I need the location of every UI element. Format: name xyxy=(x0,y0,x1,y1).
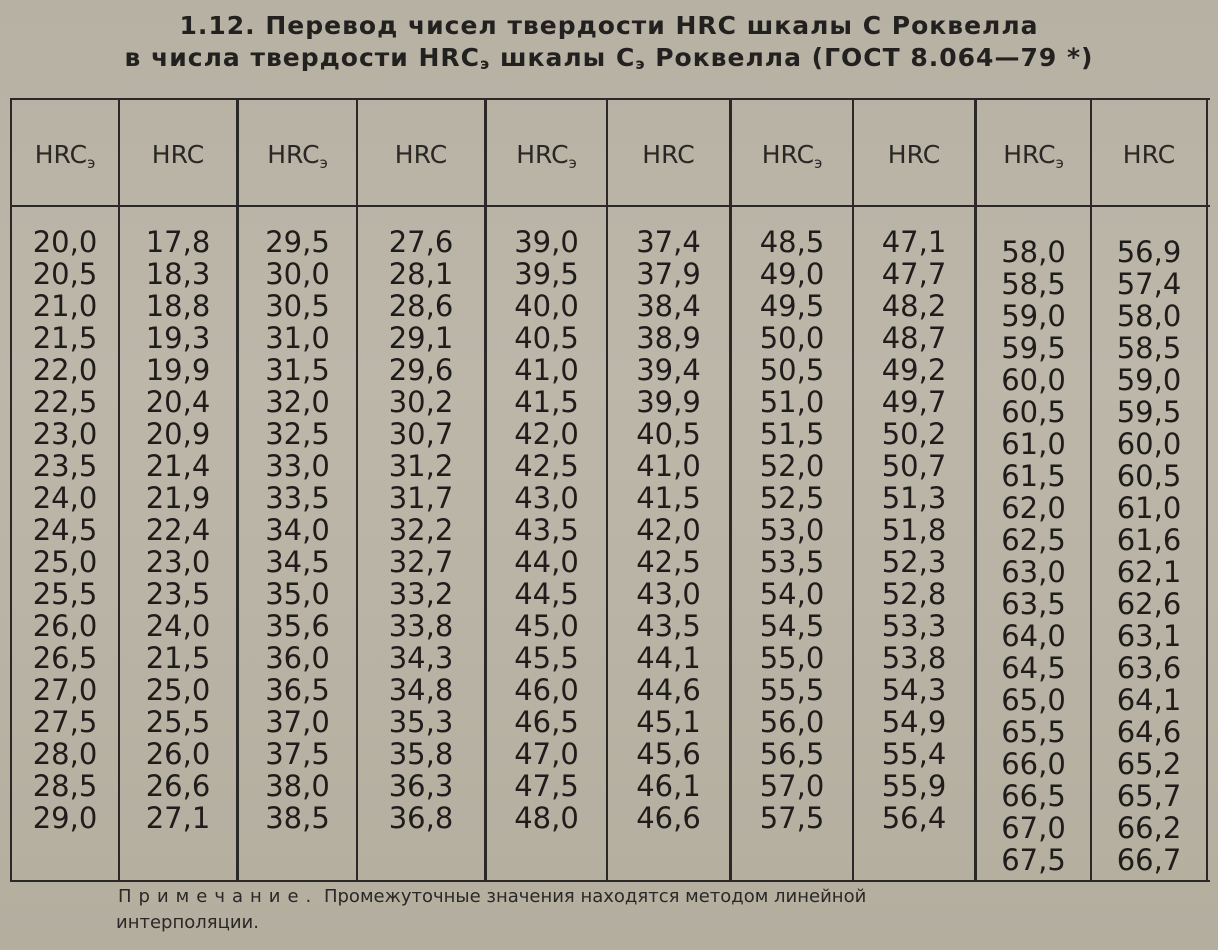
table-cell: 32,7 xyxy=(388,545,454,579)
table-cell: 48,5 xyxy=(759,225,825,259)
table-cell: 26,5 xyxy=(32,641,98,675)
table-cell: 17,8 xyxy=(145,225,211,259)
table-cell: 66,7 xyxy=(1116,843,1182,877)
table-cell: 59,0 xyxy=(1001,299,1066,333)
table-cell: 24,0 xyxy=(32,481,98,515)
table-cell: 28,5 xyxy=(32,769,98,803)
table-cell: 62,0 xyxy=(1001,491,1066,525)
data-column xyxy=(977,236,1090,876)
note-line-1: Примечание. Промежуточные значения находятся методом линейной xyxy=(118,886,867,907)
col-header-hrc: HRC xyxy=(394,140,448,169)
table-cell: 28,0 xyxy=(32,737,98,771)
table-cell: 33,5 xyxy=(265,481,330,515)
data-column xyxy=(487,226,606,834)
table-cell: 64,6 xyxy=(1116,715,1182,749)
table-cell: 53,5 xyxy=(759,545,825,579)
table-cell: 42,0 xyxy=(514,417,579,451)
table-cell: 58,0 xyxy=(1001,235,1066,269)
table-cell: 45,0 xyxy=(514,609,579,643)
table-cell: 60,0 xyxy=(1001,363,1066,397)
table-cell: 63,6 xyxy=(1116,651,1182,685)
table-cell: 66,5 xyxy=(1001,779,1066,813)
table-cell: 54,0 xyxy=(759,577,825,611)
data-column xyxy=(358,226,484,834)
table-cell: 58,5 xyxy=(1116,331,1182,365)
table-cell: 57,0 xyxy=(759,769,825,803)
table-cell: 20,5 xyxy=(32,257,98,291)
table-right-rule xyxy=(1206,98,1208,882)
col-header-hrc: HRC xyxy=(887,140,941,169)
table-cell: 57,5 xyxy=(759,801,825,835)
table-note xyxy=(118,884,1158,936)
data-column xyxy=(12,226,118,834)
table-cell: 29,1 xyxy=(388,321,454,355)
table-cell: 26,0 xyxy=(145,737,211,771)
table-cell: 44,1 xyxy=(636,641,701,675)
table-cell: 43,0 xyxy=(636,577,701,611)
table-cell: 59,5 xyxy=(1116,395,1182,429)
table-cell: 41,0 xyxy=(514,353,579,387)
table-cell: 47,5 xyxy=(514,769,579,803)
col-header-hrce: $HRC_э$ xyxy=(516,140,577,172)
data-column xyxy=(1092,236,1206,876)
table-cell: 49,0 xyxy=(759,257,825,291)
table-cell: 43,0 xyxy=(514,481,579,515)
table-cell: 35,0 xyxy=(265,577,330,611)
table-cell: 35,8 xyxy=(388,737,454,771)
table-cell: 38,4 xyxy=(636,289,701,323)
table-cell: 66,2 xyxy=(1116,811,1182,845)
table-cell: 37,9 xyxy=(636,257,701,291)
table-cell: 18,8 xyxy=(145,289,211,323)
table-cell: 35,6 xyxy=(265,609,330,643)
table-cell: 47,0 xyxy=(514,737,579,771)
table-cell: 28,1 xyxy=(388,257,454,291)
table-cell: 34,0 xyxy=(265,513,330,547)
table-cell: 55,4 xyxy=(881,737,947,771)
table-cell: 62,5 xyxy=(1001,523,1066,557)
table-cell: 45,5 xyxy=(514,641,579,675)
table-cell: 42,5 xyxy=(636,545,701,579)
table-cell: 28,6 xyxy=(388,289,454,323)
table-cell: 25,0 xyxy=(145,673,211,707)
table-cell: 31,2 xyxy=(388,449,454,483)
table-title xyxy=(0,10,1218,80)
table-cell: 47,7 xyxy=(881,257,947,291)
data-column xyxy=(854,226,974,834)
table-cell: 42,0 xyxy=(636,513,701,547)
table-cell: 30,5 xyxy=(265,289,330,323)
table-cell: 53,0 xyxy=(759,513,825,547)
table-cell: 38,0 xyxy=(265,769,330,803)
table-cell: 67,0 xyxy=(1001,811,1066,845)
table-cell: 49,7 xyxy=(881,385,947,419)
table-cell: 61,0 xyxy=(1116,491,1182,525)
table-cell: 60,5 xyxy=(1001,395,1066,429)
table-cell: 22,5 xyxy=(32,385,98,419)
table-cell: 31,0 xyxy=(265,321,330,355)
table-cell: 54,3 xyxy=(881,673,947,707)
table-cell: 20,9 xyxy=(145,417,211,451)
table-cell: 24,0 xyxy=(145,609,211,643)
table-cell: 48,0 xyxy=(514,801,579,835)
table-cell: 54,5 xyxy=(759,609,825,643)
table-cell: 26,0 xyxy=(32,609,98,643)
table-cell: 23,5 xyxy=(32,449,98,483)
table-cell: 36,3 xyxy=(388,769,454,803)
table-cell: 44,6 xyxy=(636,673,701,707)
table-cell: 52,0 xyxy=(759,449,825,483)
table-cell: 32,0 xyxy=(265,385,330,419)
table-cell: 59,5 xyxy=(1001,331,1066,365)
table-top-rule xyxy=(10,98,1210,100)
table-cell: 32,5 xyxy=(265,417,330,451)
table-cell: 30,2 xyxy=(388,385,454,419)
col-header-hrc: HRC xyxy=(1122,140,1176,169)
table-cell: 55,0 xyxy=(759,641,825,675)
table-cell: 22,0 xyxy=(32,353,98,387)
table-cell: 59,0 xyxy=(1116,363,1182,397)
table-cell: 37,4 xyxy=(636,225,701,259)
table-cell: 45,6 xyxy=(636,737,701,771)
table-cell: 29,6 xyxy=(388,353,454,387)
table-cell: 41,0 xyxy=(636,449,701,483)
table-cell: 53,8 xyxy=(881,641,947,675)
table-cell: 35,3 xyxy=(388,705,454,739)
table-cell: 63,5 xyxy=(1001,587,1066,621)
title-line-1: 1.12. Перевод чисел твердости HRC шкалы C Роквелла xyxy=(179,11,1039,40)
table-cell: 38,5 xyxy=(265,801,330,835)
table-cell: 26,6 xyxy=(145,769,211,803)
table-cell: 23,0 xyxy=(145,545,211,579)
note-line-2: интерполяции. xyxy=(116,912,259,933)
table-cell: 22,4 xyxy=(145,513,211,547)
table-cell: 65,0 xyxy=(1001,683,1066,717)
table-cell: 65,5 xyxy=(1001,715,1066,749)
table-cell: 64,1 xyxy=(1116,683,1182,717)
table-cell: 65,2 xyxy=(1116,747,1182,781)
table-cell: 39,4 xyxy=(636,353,701,387)
col-header-hrc: HRC xyxy=(151,140,205,169)
table-cell: 30,0 xyxy=(265,257,330,291)
table-cell: 54,9 xyxy=(881,705,947,739)
table-cell: 61,0 xyxy=(1001,427,1066,461)
table-cell: 66,0 xyxy=(1001,747,1066,781)
col-header-hrc: HRC xyxy=(642,140,695,169)
table-cell: 64,0 xyxy=(1001,619,1066,653)
table-cell: 21,4 xyxy=(145,449,211,483)
table-cell: 21,9 xyxy=(145,481,211,515)
table-cell: 34,3 xyxy=(388,641,454,675)
table-cell: 29,0 xyxy=(32,801,98,835)
table-cell: 50,0 xyxy=(759,321,825,355)
table-cell: 62,1 xyxy=(1116,555,1182,589)
table-cell: 43,5 xyxy=(514,513,579,547)
table-cell: 24,5 xyxy=(32,513,98,547)
table-cell: 67,5 xyxy=(1001,843,1066,877)
table-cell: 25,5 xyxy=(145,705,211,739)
table-cell: 51,0 xyxy=(759,385,825,419)
table-cell: 49,5 xyxy=(759,289,825,323)
table-cell: 27,6 xyxy=(388,225,454,259)
table-cell: 21,5 xyxy=(145,641,211,675)
data-column xyxy=(732,226,852,834)
table-cell: 50,2 xyxy=(881,417,947,451)
table-cell: 30,7 xyxy=(388,417,454,451)
table-cell: 36,5 xyxy=(265,673,330,707)
table-cell: 19,9 xyxy=(145,353,211,387)
table-cell: 34,8 xyxy=(388,673,454,707)
table-cell: 55,5 xyxy=(759,673,825,707)
table-bottom-rule xyxy=(10,880,1210,882)
table-cell: 62,6 xyxy=(1116,587,1182,621)
table-cell: 60,5 xyxy=(1116,459,1182,493)
table-cell: 46,6 xyxy=(636,801,701,835)
table-cell: 47,1 xyxy=(881,225,947,259)
table-cell: 44,5 xyxy=(514,577,579,611)
table-cell: 56,4 xyxy=(881,801,947,835)
table-cell: 38,9 xyxy=(636,321,701,355)
table-cell: 36,0 xyxy=(265,641,330,675)
table-cell: 61,6 xyxy=(1116,523,1182,557)
table-cell: 27,5 xyxy=(32,705,98,739)
table-cell: 25,0 xyxy=(32,545,98,579)
table-cell: 40,0 xyxy=(514,289,579,323)
table-cell: 57,4 xyxy=(1116,267,1182,301)
table-cell: 56,9 xyxy=(1116,235,1182,269)
data-column xyxy=(120,226,236,834)
table-cell: 48,7 xyxy=(881,321,947,355)
table-cell: 20,0 xyxy=(32,225,98,259)
table-cell: 61,5 xyxy=(1001,459,1066,493)
table-cell: 51,8 xyxy=(881,513,947,547)
table-cell: 63,1 xyxy=(1116,619,1182,653)
table-cell: 25,5 xyxy=(32,577,98,611)
table-cell: 36,8 xyxy=(388,801,454,835)
table-cell: 46,0 xyxy=(514,673,579,707)
col-header-hrce: $HRC_э$ xyxy=(34,140,96,172)
table-cell: 41,5 xyxy=(636,481,701,515)
table-cell: 31,7 xyxy=(388,481,454,515)
table-cell: 45,1 xyxy=(636,705,701,739)
table-cell: 29,5 xyxy=(265,225,330,259)
col-header-hrce: $HRC_э$ xyxy=(761,140,823,172)
table-cell: 44,0 xyxy=(514,545,579,579)
table-cell: 23,0 xyxy=(32,417,98,451)
col-header-hrce: $HRC_э$ xyxy=(267,140,328,172)
table-cell: 48,2 xyxy=(881,289,947,323)
table-cell: 65,7 xyxy=(1116,779,1182,813)
data-column xyxy=(608,226,729,834)
table-cell: 34,5 xyxy=(265,545,330,579)
table-cell: 39,9 xyxy=(636,385,701,419)
table-cell: 41,5 xyxy=(514,385,579,419)
table-cell: 33,2 xyxy=(388,577,454,611)
table-cell: 46,1 xyxy=(636,769,701,803)
table-cell: 52,3 xyxy=(881,545,947,579)
table-cell: 40,5 xyxy=(514,321,579,355)
table-cell: 27,0 xyxy=(32,673,98,707)
table-cell: 51,3 xyxy=(881,481,947,515)
table-cell: 21,5 xyxy=(32,321,98,355)
table-cell: 53,3 xyxy=(881,609,947,643)
table-cell: 49,2 xyxy=(881,353,947,387)
table-cell: 50,5 xyxy=(759,353,825,387)
table-cell: 21,0 xyxy=(32,289,98,323)
table-cell: 19,3 xyxy=(145,321,211,355)
table-cell: 58,5 xyxy=(1001,267,1066,301)
table-cell: 56,0 xyxy=(759,705,825,739)
table-cell: 39,5 xyxy=(514,257,579,291)
table-cell: 37,0 xyxy=(265,705,330,739)
title-line-2: в числа твердости $HRC_э$ шкалы $C_э$ Роквелла (ГОСТ 8.064—79 *) xyxy=(124,43,1094,74)
table-cell: 33,8 xyxy=(388,609,454,643)
table-cell: 52,8 xyxy=(881,577,947,611)
table-cell: 64,5 xyxy=(1001,651,1066,685)
table-cell: 20,4 xyxy=(145,385,211,419)
table-cell: 18,3 xyxy=(145,257,211,291)
table-cell: 37,5 xyxy=(265,737,330,771)
table-cell: 31,5 xyxy=(265,353,330,387)
table-cell: 50,7 xyxy=(881,449,947,483)
header-bottom-rule xyxy=(10,205,1210,207)
table-cell: 42,5 xyxy=(514,449,579,483)
table-cell: 32,2 xyxy=(388,513,454,547)
table-cell: 43,5 xyxy=(636,609,701,643)
data-column xyxy=(239,226,356,834)
table-cell: 40,5 xyxy=(636,417,701,451)
table-cell: 58,0 xyxy=(1116,299,1182,333)
table-cell: 63,0 xyxy=(1001,555,1066,589)
table-cell: 46,5 xyxy=(514,705,579,739)
col-header-hrce: $HRC_э$ xyxy=(1003,140,1064,172)
table-cell: 23,5 xyxy=(145,577,211,611)
table-cell: 55,9 xyxy=(881,769,947,803)
table-cell: 60,0 xyxy=(1116,427,1182,461)
table-cell: 56,5 xyxy=(759,737,825,771)
table-cell: 51,5 xyxy=(759,417,825,451)
table-cell: 39,0 xyxy=(514,225,579,259)
table-cell: 33,0 xyxy=(265,449,330,483)
table-cell: 52,5 xyxy=(759,481,825,515)
table-cell: 27,1 xyxy=(145,801,211,835)
